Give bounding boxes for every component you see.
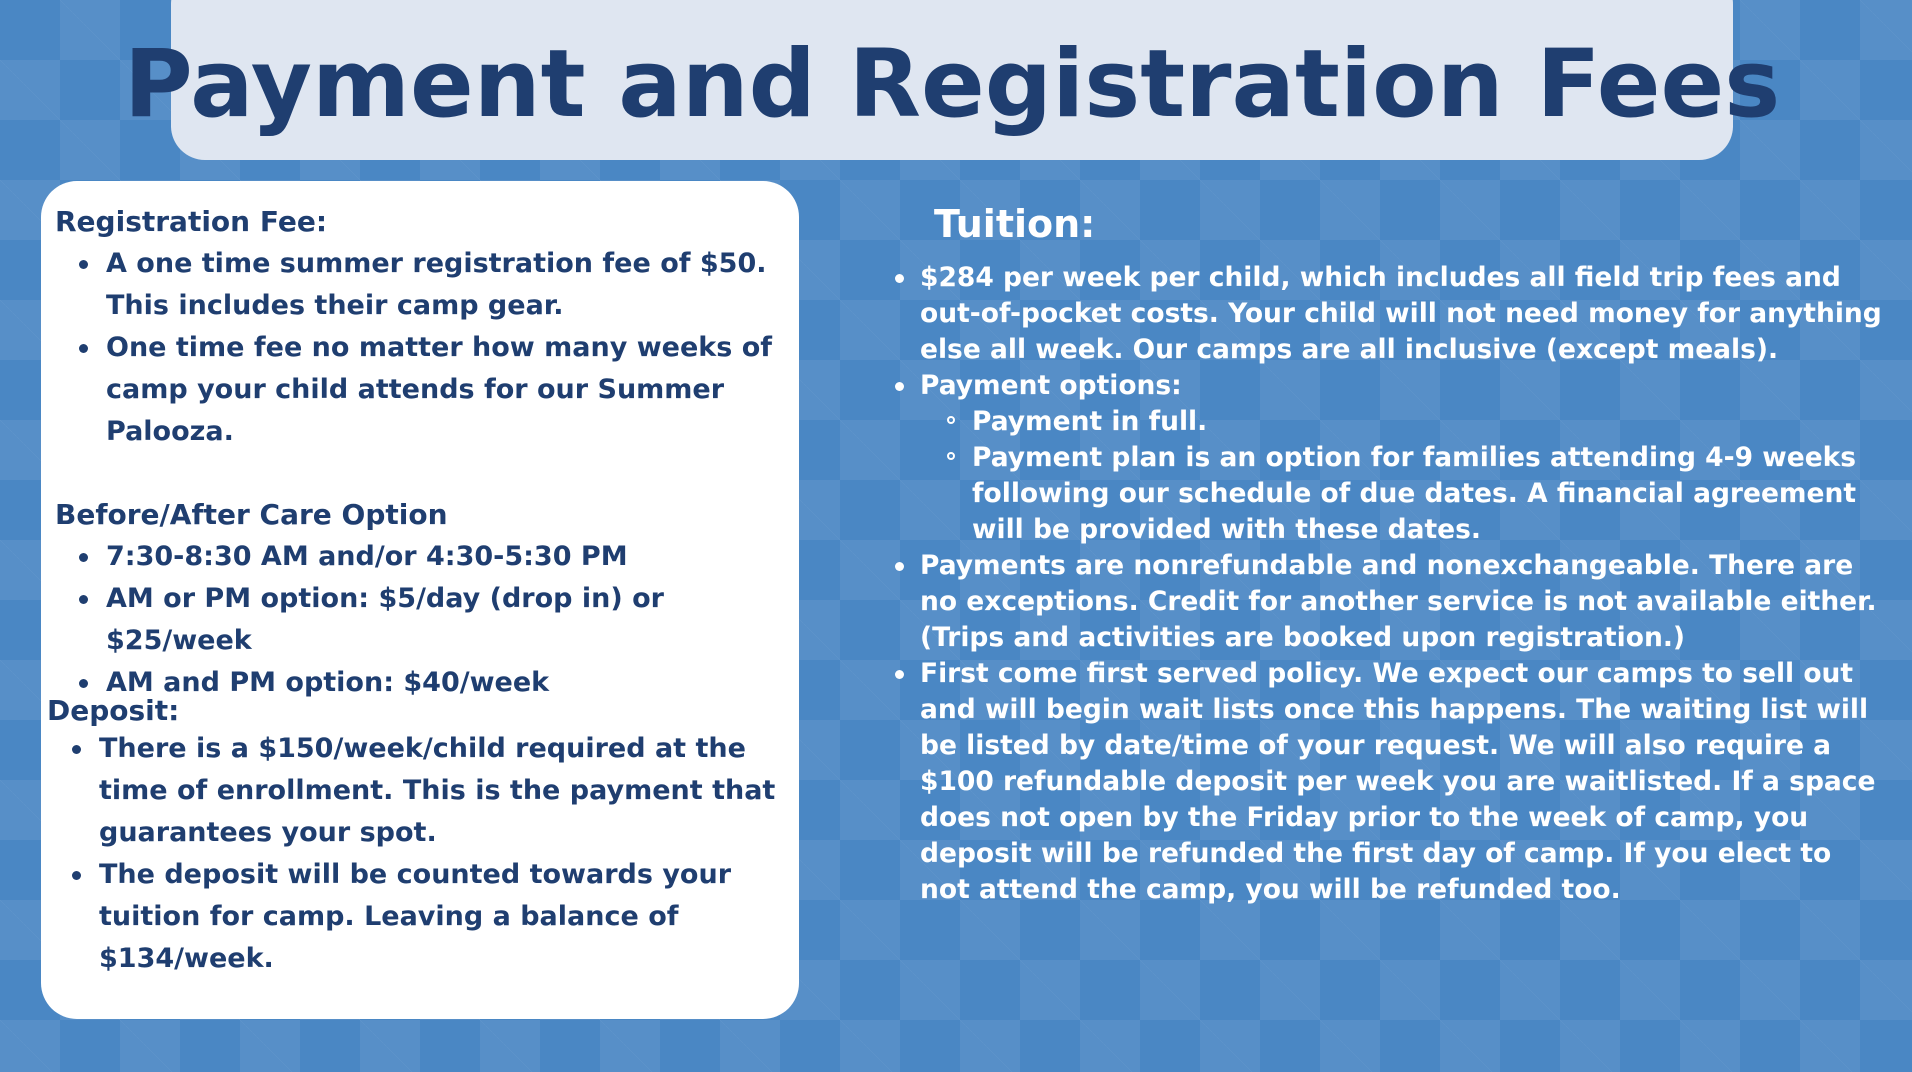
payment-options-sublist xyxy=(920,404,1888,548)
list-item: AM and PM option: $40/week xyxy=(106,662,789,704)
list-item: $284 per week per child, which includes all field trip fees and out-of-pocket costs. Your child will not need money for anything else all week. Our camps are all inclusive (except meals). xyxy=(920,260,1888,368)
care-option-heading: Before/After Care Option xyxy=(55,498,448,531)
payment-options-label: Payment options: xyxy=(920,370,1182,401)
registration-fee-heading: Registration Fee: xyxy=(55,205,328,238)
list-item: The deposit will be counted towards your tuition for camp. Leaving a balance of $134/week. xyxy=(99,854,789,980)
tuition-heading: Tuition: xyxy=(934,202,1096,246)
title-banner xyxy=(123,0,1781,160)
registration-fee-section xyxy=(41,201,799,453)
care-option-list xyxy=(41,536,799,704)
tuition-list xyxy=(888,260,1888,908)
deposit-section xyxy=(41,694,799,980)
list-item: Payment plan is an option for families attending 4-9 weeks following our schedule of due dates. A financial agreement will be provided with these dates. xyxy=(972,440,1888,548)
list-item: One time fee no matter how many weeks of camp your child attends for our Summer Palooza. xyxy=(106,327,789,453)
list-item: A one time summer registration fee of $50. This includes their camp gear. xyxy=(106,243,789,327)
list-item: 7:30-8:30 AM and/or 4:30-5:30 PM xyxy=(106,536,789,578)
list-item: Payments are nonrefundable and nonexchangeable. There are no exceptions. Credit for another service is not available either. (Trips and activities are booked upon registration.) xyxy=(920,548,1888,656)
page-title: Payment and Registration Fees xyxy=(123,30,1781,139)
list-item: First come first served policy. We expect our camps to sell out and will begin wait lists once this happens. The waiting list will be listed by date/time of your request. We will also require a $100 refundable deposit per week you are waitlisted. If a space does not open by the Friday prior to the week of camp, you deposit will be refunded the first day of camp. If you elect to not attend the camp, you will be refunded too. xyxy=(920,656,1888,908)
registration-fee-list xyxy=(41,243,799,453)
tuition-section xyxy=(888,196,1888,908)
list-item: AM or PM option: $5/day (drop in) or $25/week xyxy=(106,578,789,662)
fees-card xyxy=(41,181,799,1019)
deposit-heading: Deposit: xyxy=(47,694,180,727)
care-option-section xyxy=(41,494,799,704)
payment-options-item xyxy=(920,368,1888,548)
list-item: Payment in full. xyxy=(972,404,1888,440)
deposit-list xyxy=(41,728,799,980)
list-item: There is a $150/week/child required at the time of enrollment. This is the payment that guarantees your spot. xyxy=(99,728,789,854)
